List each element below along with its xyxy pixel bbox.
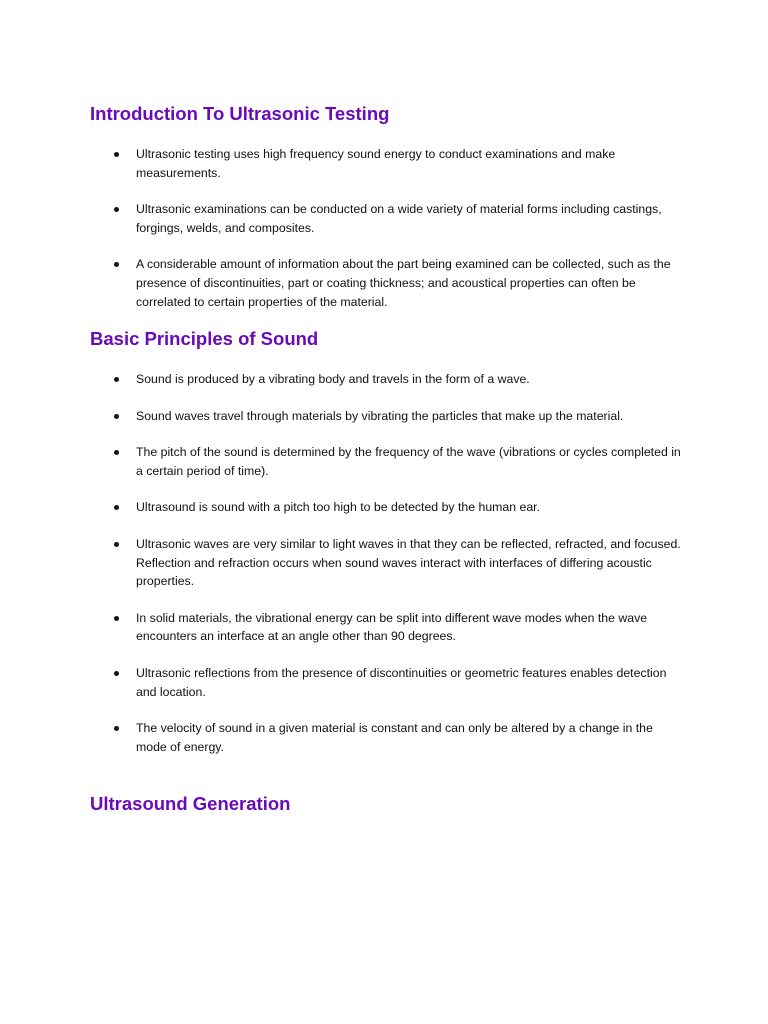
bullet-dot-icon xyxy=(114,542,119,547)
list-item: Ultrasonic reflections from the presence of discontinuities or geometric features enables detection and location. xyxy=(90,664,690,701)
list-item: Sound is produced by a vibrating body and travels in the form of a wave. xyxy=(90,370,690,389)
section-heading: Introduction To Ultrasonic Testing xyxy=(90,103,390,124)
bullet-dot-icon xyxy=(114,152,119,157)
bullet-dot-icon xyxy=(114,505,119,510)
bullet-dot-icon xyxy=(114,262,119,267)
list-item: Sound waves travel through materials by vibrating the particles that make up the material. xyxy=(90,407,690,426)
bullet-dot-icon xyxy=(114,616,119,621)
list-item: Ultrasonic waves are very similar to light waves in that they can be reflected, refracted, and focused. Reflection and refraction occurs when sound waves interact with interfaces of differing acoustic properties. xyxy=(90,535,690,591)
list-item: The pitch of the sound is determined by the frequency of the wave (vibrations or cycles completed in a certain period of time). xyxy=(90,443,690,480)
bullet-dot-icon xyxy=(114,377,119,382)
list-item: In solid materials, the vibrational energy can be split into different wave modes when the wave encounters an interface at an angle other than 90 degrees. xyxy=(90,609,690,646)
bullet-list xyxy=(90,145,690,329)
section-basic-principles xyxy=(90,328,690,754)
bullet-dot-icon xyxy=(114,726,119,731)
bullet-list xyxy=(90,370,690,774)
list-item: Ultrasonic examinations can be conducted on a wide variety of material forms including castings, forgings, welds, and composites. xyxy=(90,200,690,237)
section-heading: Ultrasound Generation xyxy=(90,793,291,814)
bullet-dot-icon xyxy=(114,450,119,455)
bullet-continuation: Reflection and refraction occurs when sound waves interact with interfaces of differing acoustic properties. xyxy=(136,555,652,589)
list-item: Ultrasound is sound with a pitch too high to be detected by the human ear. xyxy=(90,498,690,517)
list-item: The velocity of sound in a given material is constant and can only be altered by a change in the mode of energy. xyxy=(90,719,690,756)
section-heading: Basic Principles of Sound xyxy=(90,328,319,349)
list-item: Ultrasonic testing uses high frequency sound energy to conduct examinations and make measurements. xyxy=(90,145,690,182)
section-introduction xyxy=(90,103,690,309)
section-ultrasound-generation xyxy=(90,793,690,815)
bullet-dot-icon xyxy=(114,414,119,419)
bullet-dot-icon xyxy=(114,207,119,212)
list-item: A considerable amount of information about the part being examined can be collected, such as the presence of discontinuities, part or coating thickness; and acoustical properties can often be correlated to certain properties of the material. xyxy=(90,255,690,311)
bullet-dot-icon xyxy=(114,671,119,676)
